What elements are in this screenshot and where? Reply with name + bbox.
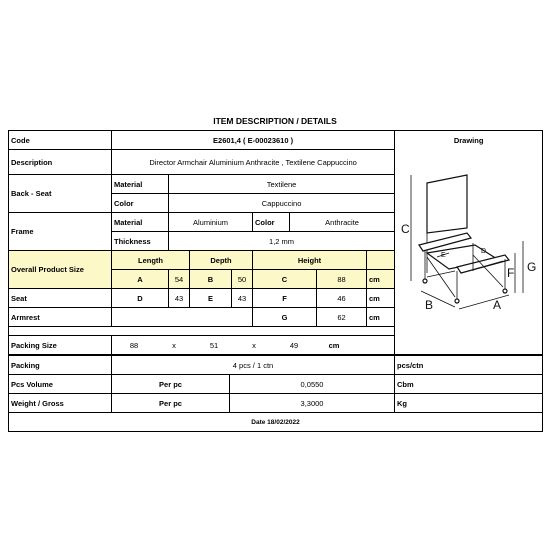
packing-size-unit: cm <box>328 340 340 350</box>
volume-unit: Cbm <box>395 375 543 394</box>
dim-a-line <box>459 295 509 309</box>
volume-per: Per pc <box>112 375 230 394</box>
seat-label: Seat <box>9 289 112 308</box>
volume-value: 0,0550 <box>230 375 395 394</box>
spacer-row <box>9 327 395 336</box>
back-seat-material-value: Textilene <box>169 175 395 194</box>
date-value: Date 18/02/2022 <box>9 413 543 432</box>
dim-a-letter: A <box>112 270 169 289</box>
label-c: C <box>401 222 410 236</box>
depth-label: Depth <box>190 251 253 270</box>
frame-thickness-label: Thickness <box>112 232 169 251</box>
frame-label: Frame <box>9 213 112 251</box>
weight-per: Per pc <box>112 394 230 413</box>
dim-g-letter: G <box>253 308 317 327</box>
packing-size-values <box>112 336 395 355</box>
drawing-label: Drawing <box>453 136 484 145</box>
chair-drawing <box>397 153 543 313</box>
dim-b-value: 50 <box>232 270 253 289</box>
dim-f-letter: F <box>253 289 317 308</box>
drawing-cell <box>395 131 543 355</box>
height-label: Height <box>253 251 367 270</box>
dim-c-value: 88 <box>317 270 367 289</box>
label-f: F <box>507 266 515 280</box>
packing-size-label: Packing Size <box>9 336 112 355</box>
frame-material-value: Aluminium <box>169 213 253 232</box>
row-weight <box>9 394 543 413</box>
dim-a-value: 54 <box>169 270 190 289</box>
overall-size-label: Overall Product Size <box>9 251 112 289</box>
packing-label: Packing <box>9 356 112 375</box>
spec-table <box>8 130 543 355</box>
packing-length: 88 <box>129 340 139 350</box>
armrest-empty <box>112 308 253 327</box>
description-value: Director Armchair Aluminium Anthracite , Textilene Cappuccino <box>112 150 395 175</box>
sheet-title: ITEM DESCRIPTION / DETAILS <box>213 116 337 126</box>
label-a: A <box>493 298 502 312</box>
row-volume <box>9 375 543 394</box>
description-label: Description <box>9 150 112 175</box>
dim-c-letter: C <box>253 270 317 289</box>
overall-unit-spacer <box>367 251 395 270</box>
back-seat-color-label: Color <box>112 194 169 213</box>
packing-x-2: x <box>252 340 256 350</box>
weight-value: 3,3000 <box>230 394 395 413</box>
volume-label: Pcs Volume <box>9 375 112 394</box>
label-b: B <box>425 298 434 312</box>
packing-width: 51 <box>209 340 219 350</box>
frame-color-label: Color <box>253 213 290 232</box>
armrest-label: Armrest <box>9 308 112 327</box>
back-seat-color-value: Cappuccino <box>169 194 395 213</box>
chair-backrest <box>427 175 467 233</box>
chair-foot-1 <box>423 279 427 283</box>
dim-e-value: 43 <box>232 289 253 308</box>
back-seat-material-label: Material <box>112 175 169 194</box>
chair-cross-left-2 <box>427 271 455 277</box>
spec-table-lower <box>8 355 543 432</box>
weight-unit: Kg <box>395 394 543 413</box>
chair-armrest-right <box>457 255 509 273</box>
seat-unit: cm <box>367 289 395 308</box>
frame-thickness-value: 1,2 mm <box>169 232 395 251</box>
armrest-unit: cm <box>367 308 395 327</box>
code-label: Code <box>9 131 112 150</box>
dim-b-letter: B <box>190 270 232 289</box>
packing-height: 49 <box>289 340 299 350</box>
frame-material-label: Material <box>112 213 169 232</box>
dim-g-value: 62 <box>317 308 367 327</box>
length-label: Length <box>112 251 190 270</box>
code-value: E2601,4 ( E-00023610 ) <box>112 131 395 150</box>
packing-x-1: x <box>172 340 176 350</box>
overall-unit: cm <box>367 270 395 289</box>
row-date <box>9 413 543 432</box>
frame-color-value: Anthracite <box>290 213 395 232</box>
back-seat-label: Back - Seat <box>9 175 112 213</box>
packing-unit: pcs/ctn <box>395 356 543 375</box>
dim-d-letter: D <box>112 289 169 308</box>
row-code <box>9 131 543 150</box>
chair-foot-3 <box>503 289 507 293</box>
chair-foot-2 <box>455 299 459 303</box>
label-g: G <box>527 260 537 274</box>
packing-value: 4 pcs / 1 ctn <box>112 356 395 375</box>
weight-label: Weight / Gross <box>9 394 112 413</box>
dim-e-letter: E <box>190 289 232 308</box>
label-e: E <box>441 252 446 259</box>
dim-f-value: 46 <box>317 289 367 308</box>
row-packing <box>9 356 543 375</box>
label-d: D <box>481 248 487 255</box>
dim-d-value: 43 <box>169 289 190 308</box>
